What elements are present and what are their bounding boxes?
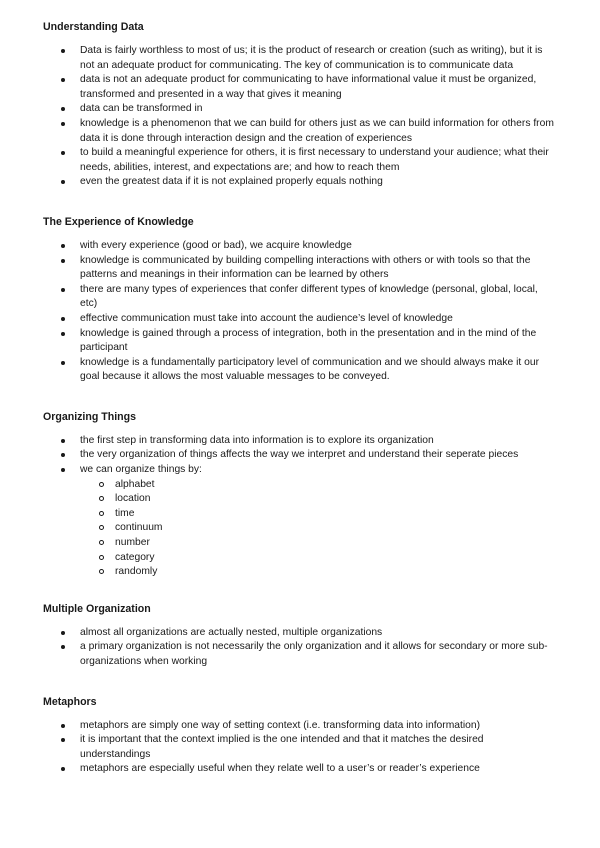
list-item: data can be transformed in bbox=[43, 102, 556, 117]
list-item: knowledge is a fundamentally participatory level of communication and we should always make it our goal because it allows the most valuable messages to be conveyed. bbox=[43, 356, 556, 385]
list-item: the first step in transforming data into information is to explore its organization bbox=[43, 434, 556, 449]
bullet-list bbox=[43, 719, 556, 777]
list-item: knowledge is gained through a process of integration, both in the presentation and in the mind of the participant bbox=[43, 327, 556, 356]
sub-list-item: alphabet bbox=[80, 478, 556, 493]
list-item: a primary organization is not necessarily the only organization and it allows for secondary or more sub-organizations when working bbox=[43, 640, 556, 669]
list-item: it is important that the context implied is the one intended and that it matches the desired understandings bbox=[43, 733, 556, 762]
list-item: the very organization of things affects the way we interpret and understand their seperate pieces bbox=[43, 448, 556, 463]
list-item: effective communication must take into account the audience’s level of knowledge bbox=[43, 312, 556, 327]
section-heading: Multiple Organization bbox=[43, 602, 151, 615]
bullet-list bbox=[43, 626, 556, 670]
section-heading: Metaphors bbox=[43, 695, 97, 708]
bullet-list bbox=[43, 44, 556, 190]
list-item: metaphors are simply one way of setting context (i.e. transforming data into information) bbox=[43, 719, 556, 734]
sub-list-item: time bbox=[80, 507, 556, 522]
list-item: there are many types of experiences that confer different types of knowledge (personal, global, local, etc) bbox=[43, 283, 556, 312]
sub-list-item: randomly bbox=[80, 565, 556, 580]
section-understanding-data bbox=[43, 20, 556, 190]
sub-list-item: continuum bbox=[80, 521, 556, 536]
sub-bullet-list bbox=[80, 478, 556, 580]
bullet-list bbox=[43, 434, 556, 580]
list-item: even the greatest data if it is not explained properly equals nothing bbox=[43, 175, 556, 190]
list-item: knowledge is communicated by building compelling interactions with others or with tools so that the patterns and meanings in their information can be learned by others bbox=[43, 254, 556, 283]
list-item: metaphors are especially useful when they relate well to a user’s or reader’s experience bbox=[43, 762, 556, 777]
sub-list-item: category bbox=[80, 551, 556, 566]
bullet-list bbox=[43, 239, 556, 385]
list-item bbox=[43, 463, 556, 580]
list-item-text: we can organize things by: bbox=[80, 464, 202, 476]
list-item: data is not an adequate product for communicating to have informational value it must be organized, transformed and presented in a way that gives it meaning bbox=[43, 73, 556, 102]
list-item: almost all organizations are actually nested, multiple organizations bbox=[43, 626, 556, 641]
sub-list-item: location bbox=[80, 492, 556, 507]
section-heading: Understanding Data bbox=[43, 21, 144, 33]
section-experience-of-knowledge bbox=[43, 215, 556, 385]
list-item: Data is fairly worthless to most of us; it is the product of research or creation (such as writing), but it is not an adequate product for communicating. The key of communication is to communicate data bbox=[43, 44, 556, 73]
list-item: knowledge is a phenomenon that we can build for others just as we can build information for others from data it is done through interaction design and the creation of experiences bbox=[43, 117, 556, 146]
section-multiple-organization bbox=[43, 602, 556, 670]
sub-list-item: number bbox=[80, 536, 556, 551]
list-item: with every experience (good or bad), we acquire knowledge bbox=[43, 239, 556, 254]
section-organizing-things bbox=[43, 410, 556, 580]
section-metaphors bbox=[43, 695, 556, 777]
section-heading: The Experience of Knowledge bbox=[43, 215, 194, 228]
list-item: to build a meaningful experience for others, it is first necessary to understand your audience; what their needs, abilities, interest, and expectations are; and how to reach them bbox=[43, 146, 556, 175]
section-heading: Organizing Things bbox=[43, 410, 136, 423]
